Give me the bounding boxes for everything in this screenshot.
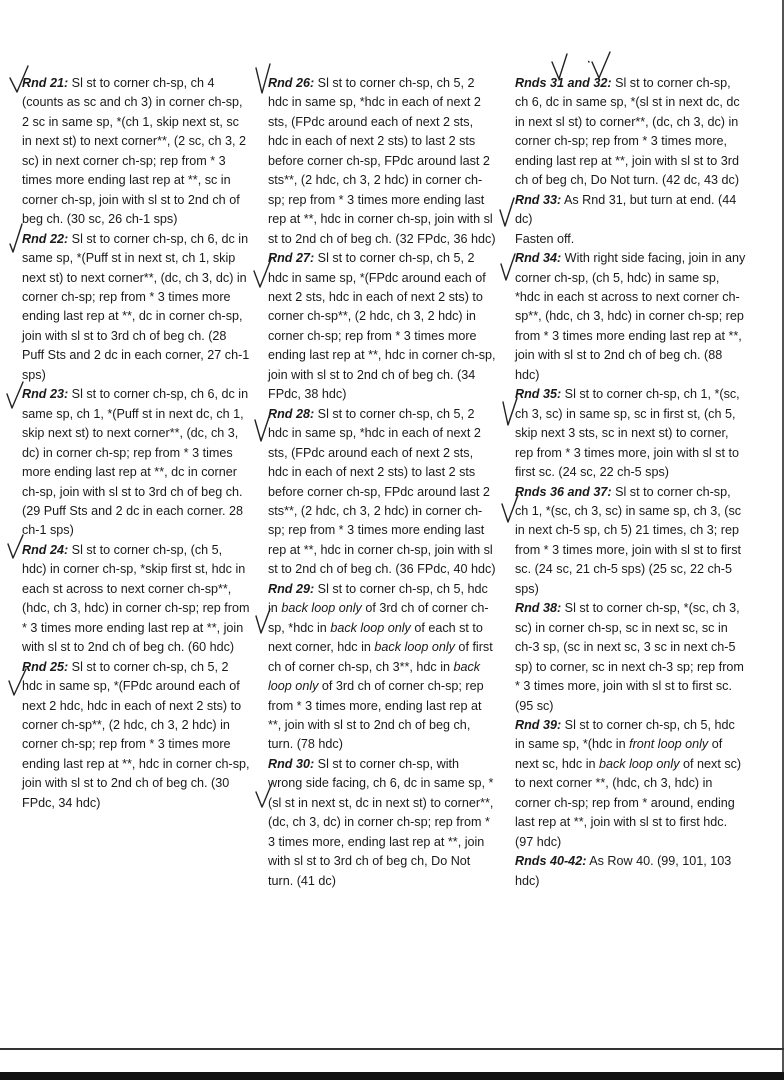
round-label: Rnd 33:: [515, 192, 562, 207]
instruction-text: of each st to next corner, hdc in: [268, 620, 483, 655]
instruction-text: Sl st to corner ch-sp, ch 5, 2 hdc in same sp, *(FPdc around each of next 2 sts, hdc in each of next 2 sts) to corner ch-sp**, (2 hdc, ch 3, 2 hdc) in corner ch-sp; rep from * 3 times more ending last rep at **, hdc in corner ch-sp, join with sl st to 2nd ch of beg ch. (34 FPdc, 38 hdc): [268, 251, 496, 402]
instruction-text: of first ch of corner ch-sp, ch 3**, hdc in: [268, 640, 493, 674]
round-label: Rnd 27:: [268, 251, 315, 266]
round-label: Rnd 29:: [268, 581, 315, 596]
instruction-text: Sl st to corner ch-sp, ch 4 (counts as sc and ch 3) in corner ch-sp, 2 sc in same sp, *(ch 1, skip next st, sc in next st) to next corner**, (2 sc, ch 3, 2 sc) in next corner ch-sp; rep from * 3 times more ending last rep at **, sc in corner ch-sp, join with sl st to 2nd ch of beg ch. (30 sc, 26 ch-1 sps): [22, 76, 246, 227]
scan-border: [0, 1072, 784, 1080]
instruction-paragraph: [515, 74, 747, 191]
instruction-paragraph: [268, 74, 496, 249]
round-label: Rnd 22:: [22, 231, 69, 246]
instruction-text: Sl st to corner ch-sp, ch 1, *(sc, ch 3, sc) in same sp, sc in first st, (ch 5, skip next 3 sts, sc in next st) to corner, rep from * 3 times more, join with sl st to first sc. (24 sc, 22 ch-5 sps): [515, 387, 740, 480]
instruction-paragraph: [515, 716, 747, 852]
instruction-text: of 3rd ch of corner ch-sp; rep from * 3 times more, ending last rep at **, join with sl st to 2nd ch of beg ch, turn. (78 hdc): [268, 679, 484, 752]
round-label: Rnds 36 and 37:: [515, 484, 612, 499]
round-label: Rnd 39:: [515, 717, 562, 732]
instruction-paragraph: [268, 580, 496, 755]
instruction-paragraph: [22, 658, 250, 814]
instruction-paragraph: [22, 74, 250, 230]
round-label: Rnd 34:: [515, 251, 562, 266]
instruction-text: of next sc, hdc in: [515, 737, 723, 771]
emphasis-text: back loop only: [330, 620, 411, 635]
instruction-text: Sl st to corner ch-sp, ch 6, dc in same sp, *(sl st in next dc, dc in next sl st) to corner**, (dc, ch 3, dc) in corner ch-sp; rep from * 3 times more, ending last rep at **, join with sl st to 3rd ch of beg ch, Do Not turn. (42 dc, 43 dc): [515, 76, 740, 188]
emphasis-text: back loop only: [281, 601, 362, 616]
page-rule: [0, 1048, 784, 1050]
instruction-text: With right side facing, join in any corner ch-sp, (ch 5, hdc) in same sp, *hdc in each st across to next corner ch-sp**, (hdc, ch 3, hdc) in corner ch-sp; rep from * 3 times more ending last rep at **, join with sl st to 2nd ch of beg ch. (88 hdc): [515, 251, 746, 382]
emphasis-text: front loop only: [629, 737, 709, 752]
instruction-text: of next sc) to next corner **, (hdc, ch 3, hdc) in corner ch-sp; rep from * around, ending last rep at **, join with sl st to first hdc. (97 hdc): [515, 756, 742, 849]
instruction-paragraph: [515, 852, 747, 891]
emphasis-text: back loop only: [268, 659, 481, 694]
instruction-paragraph: [515, 249, 747, 385]
round-label: Rnds 31 and 32:: [515, 76, 612, 90]
round-label: Rnd 28:: [268, 406, 315, 421]
instruction-text: Sl st to corner ch-sp, ch 5, hdc in same sp, *(hdc in: [515, 717, 735, 752]
instruction-paragraph: [268, 405, 496, 580]
instruction-paragraph: [515, 230, 747, 249]
instruction-paragraph: [515, 483, 747, 600]
round-label: Rnd 35:: [515, 387, 562, 402]
instruction-text: Sl st to corner ch-sp, ch 5, 2 hdc in same sp, *hdc in each of next 2 sts, (FPdc around each of next 2 sts, hdc in each of next 2 sts) to last 2 sts before corner ch-sp, FPdc around last 2 sts**, (2 hdc, ch 3, 2 hdc) in corner ch-sp; rep from * 3 times more ending last rep at **, hdc in corner ch-sp, join with sl st to 2nd ch of beg ch. (32 FPdc, 36 hdc): [268, 76, 496, 246]
emphasis-text: back loop only: [599, 756, 680, 771]
round-label: Rnd 30:: [268, 756, 315, 771]
emphasis-text: back loop only: [374, 640, 455, 655]
round-label: Rnd 24:: [22, 542, 69, 557]
round-label: Rnd 21:: [22, 76, 69, 90]
instruction-text: Sl st to corner ch-sp, (ch 5, hdc) in corner ch-sp, *skip first st, hdc in each st across to next corner ch-sp**, (hdc, ch 3, hdc) in corner ch-sp; rep from * 3 times more ending last rep at **, join with sl st to 2nd ch of beg ch. (60 hdc): [22, 542, 250, 655]
instruction-text: As Rnd 31, but turn at end. (44 dc): [515, 192, 737, 227]
instruction-text: Fasten off.: [515, 231, 575, 246]
round-label: Rnd 26:: [268, 76, 315, 90]
instruction-text: Sl st to corner ch-sp, ch 1, *(sc, ch 3, sc) in same sp, ch 3, (sc in next ch-5 sp, ch 5) 21 times, ch 3; rep from * 3 times more, join with sl st to first sc. (24 sc, 21 ch-5 sps) (25 sc, 22 ch-5 sps): [515, 484, 742, 596]
instruction-paragraph: [515, 191, 747, 230]
instruction-paragraph: [22, 385, 250, 541]
round-label: Rnd 38:: [515, 601, 562, 616]
instruction-text: Sl st to corner ch-sp, ch 5, 2 hdc in same sp, *(FPdc around each of next 2 hdc, hdc in each of next 2 sts) to corner ch-sp**, (2 hdc, ch 3, 2 hdc) in corner ch-sp; rep from * 3 times more ending last rep at **, hdc in corner ch-sp, join with sl st to 2nd ch of beg ch. (30 FPdc, 34 hdc): [22, 659, 250, 810]
instruction-text: of 3rd ch of corner ch-sp, *hdc in: [268, 601, 489, 635]
instruction-paragraph: [268, 755, 496, 891]
column-2: [268, 74, 496, 891]
instruction-paragraph: [268, 249, 496, 405]
instruction-text: Sl st to corner ch-sp, ch 5, hdc in: [268, 581, 488, 616]
instruction-paragraph: [515, 599, 747, 716]
instruction-paragraph: [22, 230, 250, 386]
instruction-text: As Row 40. (99, 101, 103 hdc): [515, 854, 732, 888]
column-1: [22, 74, 250, 813]
instruction-paragraph: [515, 385, 747, 482]
column-3: [515, 74, 747, 891]
instruction-text: Sl st to corner ch-sp, *(sc, ch 3, sc) in corner ch-sp, sc in next sc, sc in ch-3 sp, (sc in next sc, 3 sc in next ch-5 sp) to corner, sc in next ch-3 sp; rep from * 3 times more, join with sl st to first sc. (95 sc): [515, 601, 744, 713]
instruction-paragraph: [22, 541, 250, 658]
round-label: Rnds 40-42:: [515, 854, 587, 869]
round-label: Rnd 25:: [22, 659, 69, 674]
instruction-text: Sl st to corner ch-sp, ch 6, dc in same sp, *(Puff st in next st, ch 1, skip next st) to next corner**, (dc, ch 3, dc) in corner ch-sp; rep from * 3 times more ending last rep at **, dc in corner ch-sp, join with sl st to 3rd ch of beg ch. (28 Puff Sts and 2 dc in each corner, 27 ch-1 sps): [22, 231, 250, 382]
round-label: Rnd 23:: [22, 387, 69, 402]
instruction-text: Sl st to corner ch-sp, ch 6, dc in same sp, ch 1, *(Puff st in next dc, ch 1, skip next st) to next corner**, (dc, ch 3, dc) in corner ch-sp; rep from * 3 times more ending last rep at **, dc in corner ch-sp, join with sl st to 3rd ch of beg ch. (29 Puff Sts and 2 dc in each corner. 28 ch-1 sps): [22, 387, 249, 538]
instruction-text: Sl st to corner ch-sp, ch 5, 2 hdc in same sp, *hdc in each of next 2 sts, (FPdc around each of next 2 sts, hdc in each of next 2 sts) to last 2 sts before corner ch-sp, FPdc around last 2 sts**, (2 hdc, ch 3, 2 hdc) in corner ch-sp; rep from * 3 times more ending last rep at **, hdc in corner ch-sp, join with sl st to 2nd ch of beg ch. (36 FPdc, 40 hdc): [268, 406, 496, 577]
instruction-text: Sl st to corner ch-sp, with wrong side facing, ch 6, dc in same sp, *(sl st in next st, dc in next st) to corner**, (dc, ch 3, dc) in corner ch-sp; rep from * 3 times more, ending last rep at **, join with sl st to 3rd ch of beg ch, Do Not turn. (41 dc): [268, 756, 494, 888]
